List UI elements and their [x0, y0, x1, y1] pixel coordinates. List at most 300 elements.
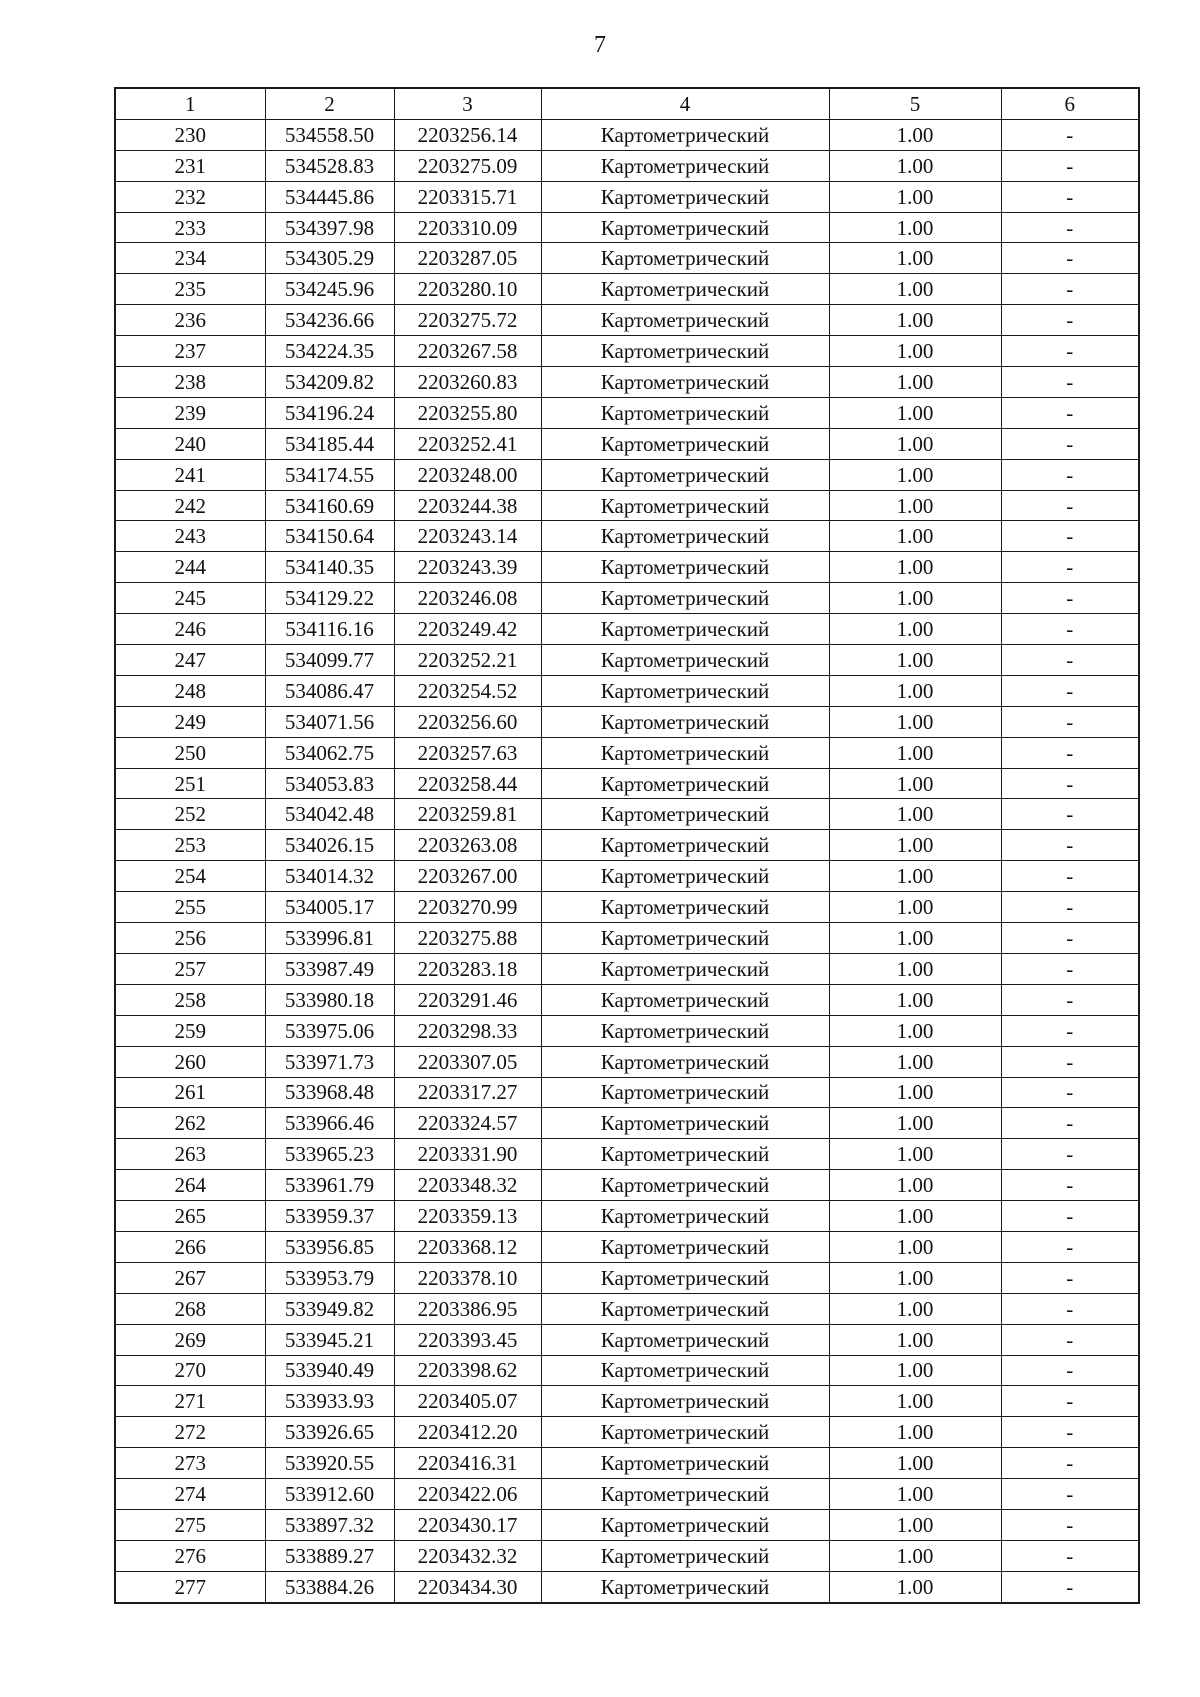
note-cell: - [1001, 150, 1139, 181]
point-number-cell: 233 [115, 212, 265, 243]
note-cell: - [1001, 119, 1139, 150]
note-cell: - [1001, 861, 1139, 892]
accuracy-cell: 1.00 [829, 1293, 1001, 1324]
point-number-cell: 269 [115, 1324, 265, 1355]
method-cell: Картометрический [541, 1355, 829, 1386]
table-row [115, 243, 1139, 274]
x-coordinate-cell: 533920.55 [265, 1448, 394, 1479]
x-coordinate-cell: 533889.27 [265, 1540, 394, 1571]
note-cell: - [1001, 1479, 1139, 1510]
method-cell: Картометрический [541, 953, 829, 984]
y-coordinate-cell: 2203307.05 [394, 1046, 541, 1077]
method-cell: Картометрический [541, 367, 829, 398]
y-coordinate-cell: 2203256.14 [394, 119, 541, 150]
x-coordinate-cell: 533987.49 [265, 953, 394, 984]
x-coordinate-cell: 534528.83 [265, 150, 394, 181]
table-row [115, 305, 1139, 336]
accuracy-cell: 1.00 [829, 799, 1001, 830]
point-number-cell: 258 [115, 984, 265, 1015]
coordinates-table [114, 87, 1140, 1604]
y-coordinate-cell: 2203405.07 [394, 1386, 541, 1417]
table-row [115, 737, 1139, 768]
x-coordinate-cell: 533953.79 [265, 1262, 394, 1293]
method-cell: Картометрический [541, 861, 829, 892]
note-cell: - [1001, 1262, 1139, 1293]
y-coordinate-cell: 2203248.00 [394, 459, 541, 490]
y-coordinate-cell: 2203386.95 [394, 1293, 541, 1324]
y-coordinate-cell: 2203270.99 [394, 892, 541, 923]
table-row [115, 953, 1139, 984]
point-number-cell: 236 [115, 305, 265, 336]
header-cell-3: 3 [394, 88, 541, 119]
accuracy-cell: 1.00 [829, 305, 1001, 336]
point-number-cell: 253 [115, 830, 265, 861]
note-cell: - [1001, 645, 1139, 676]
point-number-cell: 230 [115, 119, 265, 150]
table-row [115, 799, 1139, 830]
y-coordinate-cell: 2203422.06 [394, 1479, 541, 1510]
x-coordinate-cell: 533965.23 [265, 1139, 394, 1170]
accuracy-cell: 1.00 [829, 1386, 1001, 1417]
table-row [115, 336, 1139, 367]
note-cell: - [1001, 552, 1139, 583]
x-coordinate-cell: 534086.47 [265, 675, 394, 706]
accuracy-cell: 1.00 [829, 1170, 1001, 1201]
point-number-cell: 267 [115, 1262, 265, 1293]
x-coordinate-cell: 534397.98 [265, 212, 394, 243]
method-cell: Картометрический [541, 923, 829, 954]
note-cell: - [1001, 459, 1139, 490]
accuracy-cell: 1.00 [829, 274, 1001, 305]
accuracy-cell: 1.00 [829, 181, 1001, 212]
y-coordinate-cell: 2203275.88 [394, 923, 541, 954]
y-coordinate-cell: 2203298.33 [394, 1015, 541, 1046]
method-cell: Картометрический [541, 1231, 829, 1262]
table-row [115, 1015, 1139, 1046]
method-cell: Картометрический [541, 305, 829, 336]
point-number-cell: 248 [115, 675, 265, 706]
point-number-cell: 255 [115, 892, 265, 923]
note-cell: - [1001, 830, 1139, 861]
x-coordinate-cell: 533926.65 [265, 1417, 394, 1448]
point-number-cell: 276 [115, 1540, 265, 1571]
y-coordinate-cell: 2203263.08 [394, 830, 541, 861]
page-number: 7 [594, 32, 606, 58]
note-cell: - [1001, 1509, 1139, 1540]
note-cell: - [1001, 614, 1139, 645]
table-row [115, 1448, 1139, 1479]
method-cell: Картометрический [541, 274, 829, 305]
note-cell: - [1001, 923, 1139, 954]
y-coordinate-cell: 2203324.57 [394, 1108, 541, 1139]
note-cell: - [1001, 490, 1139, 521]
table-row [115, 1231, 1139, 1262]
point-number-cell: 263 [115, 1139, 265, 1170]
y-coordinate-cell: 2203310.09 [394, 212, 541, 243]
x-coordinate-cell: 534224.35 [265, 336, 394, 367]
x-coordinate-cell: 533961.79 [265, 1170, 394, 1201]
y-coordinate-cell: 2203243.39 [394, 552, 541, 583]
table-row [115, 1046, 1139, 1077]
note-cell: - [1001, 336, 1139, 367]
accuracy-cell: 1.00 [829, 583, 1001, 614]
accuracy-cell: 1.00 [829, 1201, 1001, 1232]
point-number-cell: 244 [115, 552, 265, 583]
point-number-cell: 252 [115, 799, 265, 830]
method-cell: Картометрический [541, 675, 829, 706]
header-cell-4: 4 [541, 88, 829, 119]
y-coordinate-cell: 2203287.05 [394, 243, 541, 274]
table-row [115, 923, 1139, 954]
point-number-cell: 277 [115, 1571, 265, 1602]
x-coordinate-cell: 534209.82 [265, 367, 394, 398]
y-coordinate-cell: 2203434.30 [394, 1571, 541, 1602]
table-row [115, 150, 1139, 181]
table-row [115, 830, 1139, 861]
method-cell: Картометрический [541, 336, 829, 367]
x-coordinate-cell: 534116.16 [265, 614, 394, 645]
accuracy-cell: 1.00 [829, 1262, 1001, 1293]
method-cell: Картометрический [541, 1448, 829, 1479]
table-row [115, 212, 1139, 243]
accuracy-cell: 1.00 [829, 1448, 1001, 1479]
x-coordinate-cell: 534558.50 [265, 119, 394, 150]
y-coordinate-cell: 2203378.10 [394, 1262, 541, 1293]
point-number-cell: 273 [115, 1448, 265, 1479]
y-coordinate-cell: 2203258.44 [394, 768, 541, 799]
table-row [115, 1324, 1139, 1355]
y-coordinate-cell: 2203243.14 [394, 521, 541, 552]
y-coordinate-cell: 2203291.46 [394, 984, 541, 1015]
method-cell: Картометрический [541, 181, 829, 212]
accuracy-cell: 1.00 [829, 953, 1001, 984]
method-cell: Картометрический [541, 892, 829, 923]
x-coordinate-cell: 533956.85 [265, 1231, 394, 1262]
table-row [115, 490, 1139, 521]
note-cell: - [1001, 1540, 1139, 1571]
method-cell: Картометрический [541, 243, 829, 274]
y-coordinate-cell: 2203275.09 [394, 150, 541, 181]
y-coordinate-cell: 2203275.72 [394, 305, 541, 336]
accuracy-cell: 1.00 [829, 150, 1001, 181]
table-row [115, 274, 1139, 305]
header-row [115, 88, 1139, 119]
point-number-cell: 268 [115, 1293, 265, 1324]
accuracy-cell: 1.00 [829, 768, 1001, 799]
method-cell: Картометрический [541, 1139, 829, 1170]
y-coordinate-cell: 2203359.13 [394, 1201, 541, 1232]
point-number-cell: 237 [115, 336, 265, 367]
y-coordinate-cell: 2203259.81 [394, 799, 541, 830]
method-cell: Картометрический [541, 1170, 829, 1201]
method-cell: Картометрический [541, 768, 829, 799]
header-cell-1: 1 [115, 88, 265, 119]
note-cell: - [1001, 1571, 1139, 1602]
note-cell: - [1001, 428, 1139, 459]
point-number-cell: 238 [115, 367, 265, 398]
table-row [115, 119, 1139, 150]
method-cell: Картометрический [541, 706, 829, 737]
note-cell: - [1001, 768, 1139, 799]
x-coordinate-cell: 533959.37 [265, 1201, 394, 1232]
y-coordinate-cell: 2203315.71 [394, 181, 541, 212]
y-coordinate-cell: 2203254.52 [394, 675, 541, 706]
note-cell: - [1001, 1231, 1139, 1262]
method-cell: Картометрический [541, 1324, 829, 1355]
point-number-cell: 265 [115, 1201, 265, 1232]
point-number-cell: 266 [115, 1231, 265, 1262]
y-coordinate-cell: 2203252.21 [394, 645, 541, 676]
y-coordinate-cell: 2203412.20 [394, 1417, 541, 1448]
point-number-cell: 272 [115, 1417, 265, 1448]
accuracy-cell: 1.00 [829, 397, 1001, 428]
point-number-cell: 250 [115, 737, 265, 768]
accuracy-cell: 1.00 [829, 861, 1001, 892]
accuracy-cell: 1.00 [829, 212, 1001, 243]
x-coordinate-cell: 533968.48 [265, 1077, 394, 1108]
y-coordinate-cell: 2203348.32 [394, 1170, 541, 1201]
header-cell-2: 2 [265, 88, 394, 119]
x-coordinate-cell: 533966.46 [265, 1108, 394, 1139]
point-number-cell: 275 [115, 1509, 265, 1540]
x-coordinate-cell: 534005.17 [265, 892, 394, 923]
accuracy-cell: 1.00 [829, 830, 1001, 861]
method-cell: Картометрический [541, 799, 829, 830]
point-number-cell: 249 [115, 706, 265, 737]
y-coordinate-cell: 2203416.31 [394, 1448, 541, 1479]
y-coordinate-cell: 2203368.12 [394, 1231, 541, 1262]
table-row [115, 428, 1139, 459]
table-row [115, 675, 1139, 706]
y-coordinate-cell: 2203246.08 [394, 583, 541, 614]
note-cell: - [1001, 1015, 1139, 1046]
point-number-cell: 241 [115, 459, 265, 490]
accuracy-cell: 1.00 [829, 1046, 1001, 1077]
note-cell: - [1001, 305, 1139, 336]
method-cell: Картометрический [541, 428, 829, 459]
accuracy-cell: 1.00 [829, 1015, 1001, 1046]
method-cell: Картометрический [541, 583, 829, 614]
x-coordinate-cell: 533971.73 [265, 1046, 394, 1077]
x-coordinate-cell: 534062.75 [265, 737, 394, 768]
method-cell: Картометрический [541, 984, 829, 1015]
note-cell: - [1001, 583, 1139, 614]
accuracy-cell: 1.00 [829, 367, 1001, 398]
y-coordinate-cell: 2203331.90 [394, 1139, 541, 1170]
y-coordinate-cell: 2203317.27 [394, 1077, 541, 1108]
table-row [115, 1077, 1139, 1108]
x-coordinate-cell: 533975.06 [265, 1015, 394, 1046]
point-number-cell: 240 [115, 428, 265, 459]
point-number-cell: 260 [115, 1046, 265, 1077]
method-cell: Картометрический [541, 119, 829, 150]
table-row [115, 892, 1139, 923]
method-cell: Картометрический [541, 1509, 829, 1540]
table-row [115, 552, 1139, 583]
point-number-cell: 245 [115, 583, 265, 614]
accuracy-cell: 1.00 [829, 1479, 1001, 1510]
method-cell: Картометрический [541, 552, 829, 583]
table-row [115, 1355, 1139, 1386]
x-coordinate-cell: 534140.35 [265, 552, 394, 583]
point-number-cell: 256 [115, 923, 265, 954]
table-row [115, 1170, 1139, 1201]
table-row [115, 1417, 1139, 1448]
accuracy-cell: 1.00 [829, 984, 1001, 1015]
y-coordinate-cell: 2203244.38 [394, 490, 541, 521]
x-coordinate-cell: 534129.22 [265, 583, 394, 614]
accuracy-cell: 1.00 [829, 119, 1001, 150]
method-cell: Картометрический [541, 521, 829, 552]
table-row [115, 1262, 1139, 1293]
x-coordinate-cell: 533884.26 [265, 1571, 394, 1602]
point-number-cell: 251 [115, 768, 265, 799]
note-cell: - [1001, 243, 1139, 274]
y-coordinate-cell: 2203430.17 [394, 1509, 541, 1540]
point-number-cell: 243 [115, 521, 265, 552]
point-number-cell: 242 [115, 490, 265, 521]
note-cell: - [1001, 1201, 1139, 1232]
note-cell: - [1001, 1386, 1139, 1417]
point-number-cell: 235 [115, 274, 265, 305]
method-cell: Картометрический [541, 1108, 829, 1139]
accuracy-cell: 1.00 [829, 923, 1001, 954]
method-cell: Картометрический [541, 1201, 829, 1232]
point-number-cell: 264 [115, 1170, 265, 1201]
note-cell: - [1001, 521, 1139, 552]
note-cell: - [1001, 799, 1139, 830]
method-cell: Картометрический [541, 645, 829, 676]
method-cell: Картометрический [541, 459, 829, 490]
note-cell: - [1001, 274, 1139, 305]
x-coordinate-cell: 534305.29 [265, 243, 394, 274]
note-cell: - [1001, 181, 1139, 212]
method-cell: Картометрический [541, 1262, 829, 1293]
point-number-cell: 254 [115, 861, 265, 892]
accuracy-cell: 1.00 [829, 428, 1001, 459]
accuracy-cell: 1.00 [829, 1108, 1001, 1139]
y-coordinate-cell: 2203280.10 [394, 274, 541, 305]
table-row [115, 706, 1139, 737]
table-body [115, 119, 1139, 1602]
y-coordinate-cell: 2203252.41 [394, 428, 541, 459]
table-row [115, 1571, 1139, 1602]
table-row [115, 1386, 1139, 1417]
y-coordinate-cell: 2203267.00 [394, 861, 541, 892]
x-coordinate-cell: 533897.32 [265, 1509, 394, 1540]
table-row [115, 1201, 1139, 1232]
method-cell: Картометрический [541, 614, 829, 645]
note-cell: - [1001, 367, 1139, 398]
table-row [115, 181, 1139, 212]
table-row [115, 1139, 1139, 1170]
y-coordinate-cell: 2203256.60 [394, 706, 541, 737]
table-row [115, 1108, 1139, 1139]
table-row [115, 984, 1139, 1015]
x-coordinate-cell: 533949.82 [265, 1293, 394, 1324]
table-row [115, 397, 1139, 428]
y-coordinate-cell: 2203255.80 [394, 397, 541, 428]
accuracy-cell: 1.00 [829, 243, 1001, 274]
point-number-cell: 246 [115, 614, 265, 645]
accuracy-cell: 1.00 [829, 614, 1001, 645]
method-cell: Картометрический [541, 1386, 829, 1417]
table-row [115, 521, 1139, 552]
x-coordinate-cell: 534160.69 [265, 490, 394, 521]
x-coordinate-cell: 534245.96 [265, 274, 394, 305]
accuracy-cell: 1.00 [829, 1355, 1001, 1386]
method-cell: Картометрический [541, 1077, 829, 1108]
point-number-cell: 239 [115, 397, 265, 428]
point-number-cell: 231 [115, 150, 265, 181]
x-coordinate-cell: 534042.48 [265, 799, 394, 830]
table-row [115, 1509, 1139, 1540]
table-row [115, 614, 1139, 645]
accuracy-cell: 1.00 [829, 1077, 1001, 1108]
method-cell: Картометрический [541, 1571, 829, 1602]
note-cell: - [1001, 1077, 1139, 1108]
accuracy-cell: 1.00 [829, 1417, 1001, 1448]
method-cell: Картометрический [541, 737, 829, 768]
table-row [115, 768, 1139, 799]
y-coordinate-cell: 2203283.18 [394, 953, 541, 984]
note-cell: - [1001, 1139, 1139, 1170]
method-cell: Картометрический [541, 1293, 829, 1324]
point-number-cell: 270 [115, 1355, 265, 1386]
note-cell: - [1001, 1046, 1139, 1077]
x-coordinate-cell: 533996.81 [265, 923, 394, 954]
point-number-cell: 262 [115, 1108, 265, 1139]
accuracy-cell: 1.00 [829, 1509, 1001, 1540]
x-coordinate-cell: 533933.93 [265, 1386, 394, 1417]
x-coordinate-cell: 534185.44 [265, 428, 394, 459]
accuracy-cell: 1.00 [829, 1139, 1001, 1170]
method-cell: Картометрический [541, 830, 829, 861]
x-coordinate-cell: 534071.56 [265, 706, 394, 737]
x-coordinate-cell: 534099.77 [265, 645, 394, 676]
accuracy-cell: 1.00 [829, 1571, 1001, 1602]
header-cell-6: 6 [1001, 88, 1139, 119]
method-cell: Картометрический [541, 1479, 829, 1510]
point-number-cell: 261 [115, 1077, 265, 1108]
table-row [115, 1479, 1139, 1510]
table-row [115, 1293, 1139, 1324]
method-cell: Картометрический [541, 397, 829, 428]
x-coordinate-cell: 534445.86 [265, 181, 394, 212]
accuracy-cell: 1.00 [829, 490, 1001, 521]
note-cell: - [1001, 953, 1139, 984]
x-coordinate-cell: 533980.18 [265, 984, 394, 1015]
x-coordinate-cell: 534014.32 [265, 861, 394, 892]
note-cell: - [1001, 675, 1139, 706]
method-cell: Картометрический [541, 1046, 829, 1077]
point-number-cell: 274 [115, 1479, 265, 1510]
point-number-cell: 259 [115, 1015, 265, 1046]
y-coordinate-cell: 2203249.42 [394, 614, 541, 645]
x-coordinate-cell: 533912.60 [265, 1479, 394, 1510]
note-cell: - [1001, 737, 1139, 768]
method-cell: Картометрический [541, 150, 829, 181]
table-row [115, 645, 1139, 676]
table-row [115, 583, 1139, 614]
note-cell: - [1001, 892, 1139, 923]
accuracy-cell: 1.00 [829, 1540, 1001, 1571]
note-cell: - [1001, 706, 1139, 737]
method-cell: Картометрический [541, 1015, 829, 1046]
y-coordinate-cell: 2203432.32 [394, 1540, 541, 1571]
method-cell: Картометрический [541, 1540, 829, 1571]
x-coordinate-cell: 534053.83 [265, 768, 394, 799]
